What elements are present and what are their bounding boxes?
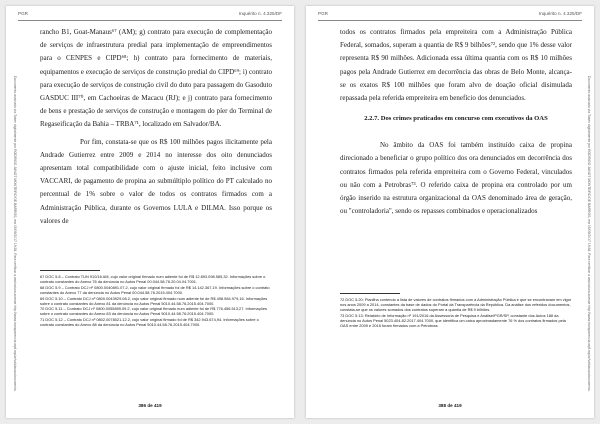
footnotes [340,297,572,329]
left-page [6,6,294,418]
footnote: 67 DOC 5.8 – Contrato TUN 910/16 AM, cujo valor original firmado num adiente foi de R$ 12.893.098.585,32. Informações sobre o contrato constantes do Anexo 76 da denúncia no Autos Penal 00.044.58.76.20.04.04.7001. [40,274,266,285]
page-body [40,26,272,228]
footnote-rule [40,270,100,271]
footnote: 71 DOC 5.12 – Contrato DCJ nº 0802.0078021.12.2, cujo valor original firmado foi de R$ 342.943.674,94. Informações sobre o contrato constantes do Anexo 88 da denúncia no Autos Penal 5010.44.58.76.2015.404.7000. [40,317,259,328]
header-divider [318,20,582,21]
paragraph: todos os contratos firmados pela empreiteira com a Administração Pública Federal, somados, superam a quantia de R$ 9 bilhões⁷², sendo que 1% desse valor representa R$ 90 milhões. Adicionada essa última quantia com os R$ 10 milhões pagos pela Andrade Gutierrez em decorrência das obras de Belo Monte, alcança-se os exatos R$ 100 milhões que foram alvo de doação oficial disimulada repassada pela referida empreiteira em benefício dos denunciados. [340,28,572,103]
side-signature-text: Documento assinado via Token digitalmente por RODRIGO JANOT MONTEIRO DE BARROS, em 05/09/2017 19:38. Para verificar a assinatura acesse http://www.transparencia.mpf.mp.br/validacaodocumento. [587,76,591,392]
page-body [340,26,572,218]
right-page [306,6,594,418]
footnote: 69 DOC 5.10 – Contrato DCJ nº 0800.0043929.08.2, cujo valor original firmado num adiente foi de R$ 498.984.979,16. Informações sobre o contrato constantes do Anexo 81 da denúncia no Autos Penal 5010.44.58.76.2015.404.7000. [40,295,268,306]
header-right: Inquérito n. 4.325/DF [538,11,582,16]
header-left: PGR [18,11,28,16]
side-signature [9,76,17,392]
page-number: 386 de 419 [138,403,162,408]
footnote: 70 DOC 5.11 – Contrato DCJ nº 0800.0055899.09.2, cujo valor original firmado num adiente foi de R$ 776.456.513,27. Informações sobre o contrato constantes do Anexo 83 da denúncia no Autos Penal 5010.44.58.76.2015.404.7000. [40,306,267,317]
side-signature [583,76,591,392]
side-signature-text: Documento assinado via Token digitalmente por RODRIGO JANOT MONTEIRO DE BARROS, em 05/09/2017 19:38. Para verificar a assinatura acesse http://www.transparencia.mpf.mp.br/validacaodocumento. [13,76,17,392]
footnote: 73 DOC 5.13: Relatório de Informação nº 191/2016 da Assessoria de Pesquisa e Análise/PGR/SP, constante dos Autos 188 da denúncia no Autos Penal 5023.404-82.2017.404.7000, que identifica um caixa aproximadamente 76 % dos contratos firmados pela OAS entre 2009 e 2016 foram firmados com a Petrobras. [340,312,566,329]
footnote-rule [340,293,400,294]
page-number: 388 de 419 [438,403,462,408]
header-left: PGR [318,11,328,16]
footnote: 68 DOC 5.9 – Contrato DCJ nº 0800.0040891.07.2, cujo valor original firmado foi de R$ 14.142.367,19. Informações sobre o contrato constantes do Anexo 77 da denúncia no Autos Penal 00.044.58.76.2015.404.7000. [40,284,270,295]
footnote: 72 DOC 5.20: Planilha contendo a lista de valores de contratos firmados com a Administração Pública e que se encontravam em vigor nos anos 2009 a 2014, constantes da base de dados do Portal da Transparência da República. Da análise dos referidos documentos, constata-se que os valores somados dos contratos superam a quantia de R$ 9 bilhões. [340,297,572,313]
paragraph: rancho B1, Goat-Manaus⁶⁷ (AM); g) contrato para execução de complementação de serviços de infraestrutura predial para implementação de empreendimentos para o CENPES e CIPD⁶⁸; h) contrato para fornecimento de materiais, equipamentos e execução de serviços de construção predial do CIPD⁶⁹; i) contrato para execução de serviços de construção civil do duto para passagem do Gasoduto GASDUC III⁷⁰, em Cachoeiras de Macacu (RJ); e j) contrato para fornecimento de bens e prestação de serviços de construção e montagem do píer do Terminal de Regaseificação da Bahia – TRBA⁷¹, localizado em Salvador/BA. [40,28,272,129]
paragraph: Por fim, constata-se que os R$ 100 milhões pagos ilicitamente pela Andrade Gutierrez entre 2009 e 2014 no interesse dos oito denunciados apresentam total compatibilidade com o ajuste inicial, feito inclusive com VACCARI, de pagamento de propina ao submúltiplo político do PT calculado no percentual de 1% sobre o valor de todos os contratos firmados com a Administração Pública, durante os Governos LULA e DILMA. Isso porque os valores de [40,137,272,225]
paragraph: No âmbito da OAS foi também instituído caixa de propina direcionado a beneficiar o grupo político dos ora denunciados em decorrência dos contratos firmados pela referida empreiteira com o Governo Federal, vinculados ou não com a Petrobras⁷³. O referido caixa de propina era controlado por um órgão inserido na estrutura organizacional da OAS denominado área de geração, ou "controladoria", sendo os repasses combinados e operacionalizados [340,141,572,216]
header-divider [18,20,282,21]
footnotes [40,274,272,328]
section-title: 2.2.7. Dos crimes praticados em concurso com executivos da OAS [364,115,548,123]
header-right: Inquérito n. 4.325/DF [238,11,282,16]
